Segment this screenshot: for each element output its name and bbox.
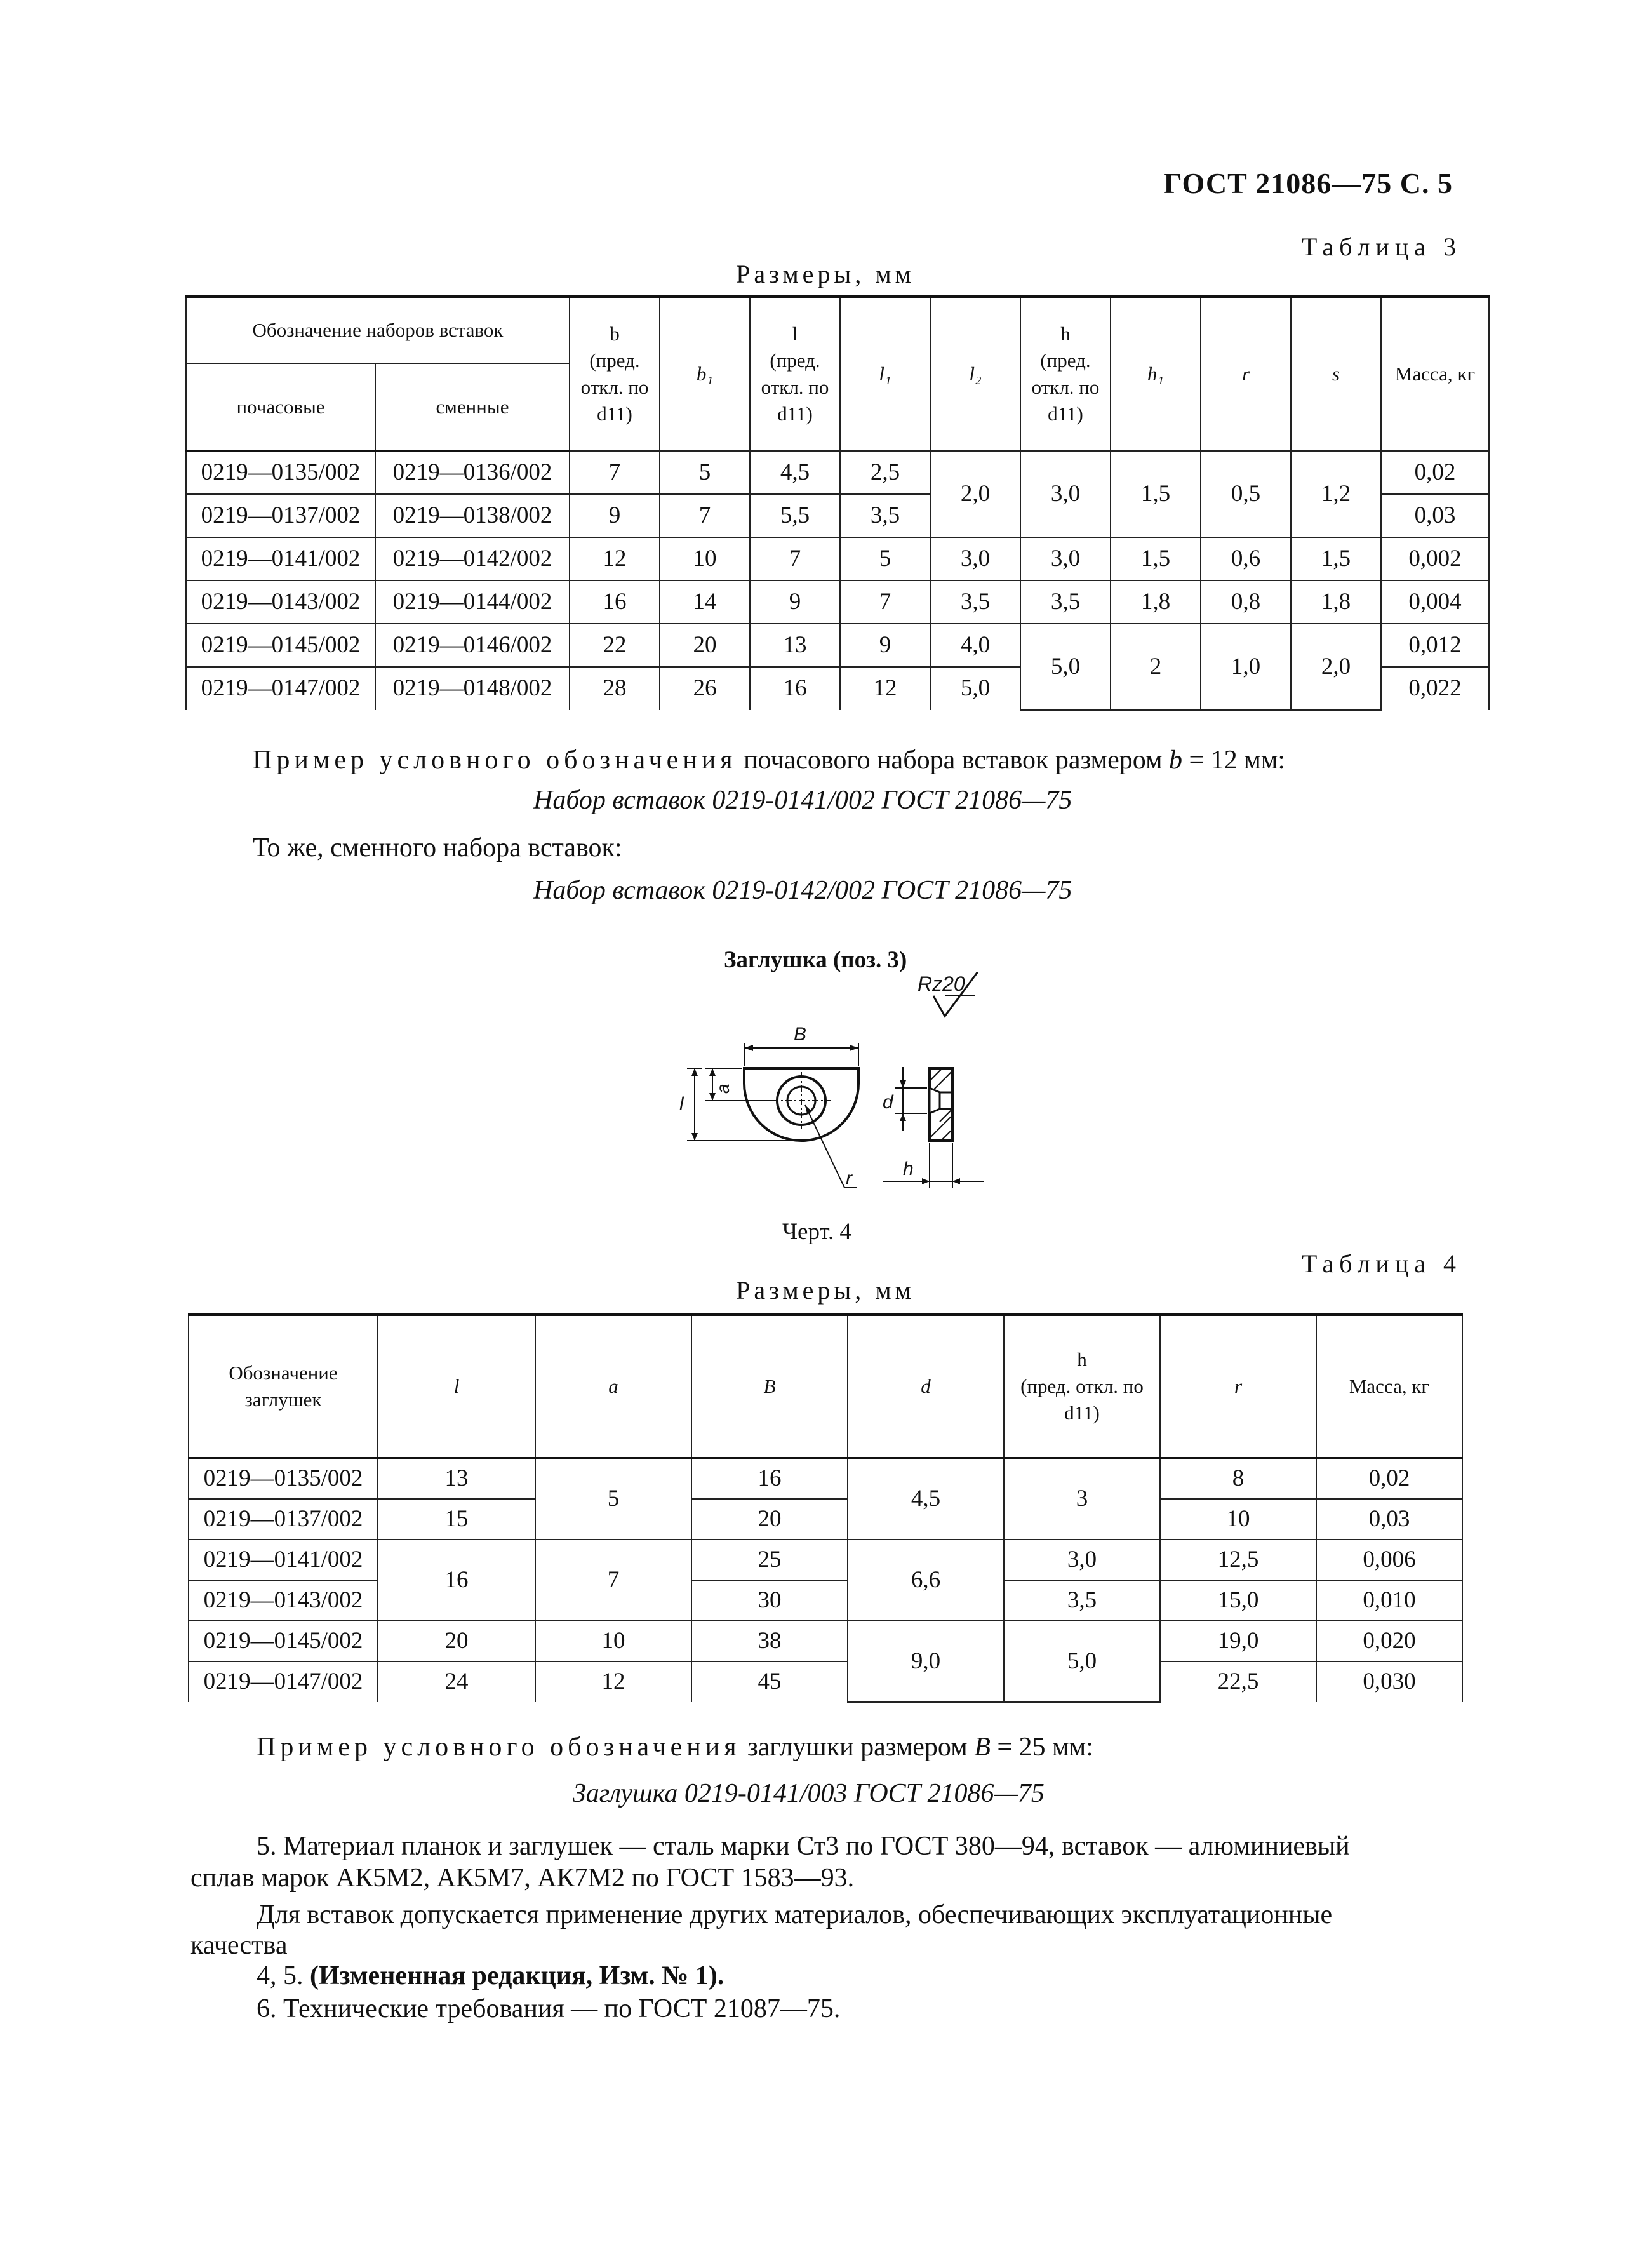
t3-cell: 2,0 bbox=[930, 451, 1020, 537]
t3-cell: 1,8 bbox=[1291, 580, 1381, 624]
table-row bbox=[189, 1499, 1462, 1540]
note-alt-line2: качества bbox=[190, 1931, 288, 1960]
t3-cell: 4,5 bbox=[750, 451, 840, 494]
t3-cell: 16 bbox=[750, 667, 840, 710]
t3-cell: 13 bbox=[750, 624, 840, 667]
dim-h-label: h bbox=[903, 1158, 914, 1179]
t4-cell: 24 bbox=[378, 1661, 535, 1702]
t4-cell: 0,010 bbox=[1316, 1580, 1462, 1621]
t3-head-l: l (пред. откл. по d11) bbox=[750, 297, 840, 451]
t4-cell: 20 bbox=[378, 1621, 535, 1661]
t4-cell: 12 bbox=[535, 1661, 691, 1702]
table4-sizes: Размеры, мм bbox=[736, 1276, 915, 1305]
example2-text: То же, сменного набора вставок: bbox=[253, 833, 622, 862]
t4-cell: 0,02 bbox=[1316, 1458, 1462, 1499]
table3-sizes: Размеры, мм bbox=[736, 260, 915, 288]
radius-r-label: r bbox=[846, 1168, 852, 1189]
t4-head-l: l bbox=[378, 1315, 535, 1458]
t4-head-B: B bbox=[691, 1315, 848, 1458]
t4-cell: 0219—0143/002 bbox=[189, 1580, 378, 1621]
t4-cell: 6,6 bbox=[848, 1540, 1004, 1621]
t3-cell: 0,022 bbox=[1381, 667, 1489, 710]
t4-cell: 16 bbox=[691, 1458, 848, 1499]
t4-cell: 25 bbox=[691, 1540, 848, 1580]
example3-designation: Заглушка 0219-0141/003 ГОСТ 21086—75 bbox=[573, 1779, 1045, 1808]
t4-cell: 45 bbox=[691, 1661, 848, 1702]
drawing-title: Заглушка (поз. 3) bbox=[724, 947, 907, 973]
t4-cell: 13 bbox=[378, 1458, 535, 1499]
t3-cell: 28 bbox=[570, 667, 660, 710]
t3-cell: 3,5 bbox=[840, 494, 930, 537]
t4-cell: 12,5 bbox=[1160, 1540, 1316, 1580]
example1-text: Пример условного обозначения почасового набора вставок размером b = 12 мм: bbox=[253, 746, 1286, 775]
t3-head-r: r bbox=[1201, 297, 1291, 451]
t4-cell: 15 bbox=[378, 1499, 535, 1540]
t3-head-l2: l₂ bbox=[930, 297, 1020, 451]
t3-cell: 0219—0137/002 bbox=[186, 494, 375, 537]
t4-head-h: h (пред. откл. по d11) bbox=[1004, 1315, 1160, 1458]
t4-cell: 22,5 bbox=[1160, 1661, 1316, 1702]
t4-cell: 8 bbox=[1160, 1458, 1316, 1499]
dim-a-label: a bbox=[713, 1084, 733, 1094]
t3-head-b1: b₁ bbox=[660, 297, 750, 451]
t4-cell: 9,0 bbox=[848, 1621, 1004, 1702]
t3-cell: 0,004 bbox=[1381, 580, 1489, 624]
t3-cell: 5 bbox=[840, 537, 930, 580]
t3-head-s: s bbox=[1291, 297, 1381, 451]
t3-cell: 0,6 bbox=[1201, 537, 1291, 580]
drawing-caption: Черт. 4 bbox=[782, 1219, 851, 1245]
t4-cell: 7 bbox=[535, 1540, 691, 1621]
note-6: 6. Технические требования — по ГОСТ 21087—75. bbox=[257, 1994, 841, 2023]
note-5-line2: сплав марок АК5М2, АК5М7, АК7М2 по ГОСТ 1583—93. bbox=[190, 1863, 855, 1893]
t3-cell: 9 bbox=[840, 624, 930, 667]
t3-cell: 0,002 bbox=[1381, 537, 1489, 580]
t4-cell: 5,0 bbox=[1004, 1621, 1160, 1702]
t3-cell: 20 bbox=[660, 624, 750, 667]
t3-cell: 1,5 bbox=[1291, 537, 1381, 580]
t4-cell: 0219—0145/002 bbox=[189, 1621, 378, 1661]
table-row bbox=[189, 1458, 1462, 1499]
t4-head-a: a bbox=[535, 1315, 691, 1458]
t4-cell: 16 bbox=[378, 1540, 535, 1621]
t3-cell: 0219—0142/002 bbox=[375, 537, 570, 580]
t3-cell: 7 bbox=[660, 494, 750, 537]
t3-cell: 0219—0144/002 bbox=[375, 580, 570, 624]
t3-cell: 1,5 bbox=[1111, 537, 1201, 580]
t3-cell: 5 bbox=[660, 451, 750, 494]
t3-head-h1: h₁ bbox=[1111, 297, 1201, 451]
t4-cell: 30 bbox=[691, 1580, 848, 1621]
t3-cell: 0219—0147/002 bbox=[186, 667, 375, 710]
t4-cell: 15,0 bbox=[1160, 1580, 1316, 1621]
t3-cell: 5,5 bbox=[750, 494, 840, 537]
t3-cell: 1,5 bbox=[1111, 451, 1201, 537]
table-row bbox=[186, 624, 1489, 667]
t3-cell: 0,02 bbox=[1381, 451, 1489, 494]
t3-cell: 0,012 bbox=[1381, 624, 1489, 667]
t3-cell: 0219—0141/002 bbox=[186, 537, 375, 580]
table-row bbox=[189, 1540, 1462, 1580]
t4-cell: 10 bbox=[1160, 1499, 1316, 1540]
t3-cell: 0219—0145/002 bbox=[186, 624, 375, 667]
table-row bbox=[186, 451, 1489, 494]
page-header: ГОСТ 21086—75 С. 5 bbox=[1163, 167, 1453, 199]
note-5-line1: 5. Материал планок и заглушек — сталь марки Ст3 по ГОСТ 380—94, вставок — алюминиевый bbox=[257, 1832, 1350, 1861]
t3-head-l1: l₁ bbox=[840, 297, 930, 451]
t4-cell: 0219—0135/002 bbox=[189, 1458, 378, 1499]
t3-cell: 10 bbox=[660, 537, 750, 580]
t4-cell: 5 bbox=[535, 1458, 691, 1540]
t3-head-mass: Масса, кг bbox=[1381, 297, 1489, 451]
t3-cell: 3,0 bbox=[1020, 537, 1111, 580]
t4-cell: 38 bbox=[691, 1621, 848, 1661]
t4-cell: 0219—0147/002 bbox=[189, 1661, 378, 1702]
t3-cell: 0,8 bbox=[1201, 580, 1291, 624]
t4-head-r: r bbox=[1160, 1315, 1316, 1458]
t4-head-mass: Масса, кг bbox=[1316, 1315, 1462, 1458]
table4-label: Таблица 4 bbox=[1301, 1249, 1462, 1278]
t3-cell: 3,5 bbox=[1020, 580, 1111, 624]
t3-cell: 3,0 bbox=[930, 537, 1020, 580]
t3-cell: 1,2 bbox=[1291, 451, 1381, 537]
t3-cell: 7 bbox=[840, 580, 930, 624]
t4-head-d: d bbox=[848, 1315, 1004, 1458]
t3-cell: 9 bbox=[570, 494, 660, 537]
t4-head-designation: Обозначение заглушек bbox=[189, 1315, 378, 1458]
t3-cell: 0,03 bbox=[1381, 494, 1489, 537]
t4-cell: 3,5 bbox=[1004, 1580, 1160, 1621]
t3-cell: 0,5 bbox=[1201, 451, 1291, 537]
t3-cell: 3,0 bbox=[1020, 451, 1111, 537]
t3-cell: 2,0 bbox=[1291, 624, 1381, 710]
t3-cell: 7 bbox=[570, 451, 660, 494]
plug-drawing bbox=[667, 972, 1010, 1213]
roughness-label: Rz20 bbox=[918, 972, 965, 995]
t3-cell: 22 bbox=[570, 624, 660, 667]
t4-cell: 3 bbox=[1004, 1458, 1160, 1540]
example2-designation: Набор вставок 0219-0142/002 ГОСТ 21086—75 bbox=[533, 876, 1072, 905]
t3-cell: 7 bbox=[750, 537, 840, 580]
t3-cell: 9 bbox=[750, 580, 840, 624]
table3 bbox=[185, 295, 1490, 711]
t3-cell: 12 bbox=[840, 667, 930, 710]
t4-cell: 10 bbox=[535, 1621, 691, 1661]
t3-cell: 5,0 bbox=[930, 667, 1020, 710]
table-row bbox=[186, 537, 1489, 580]
dim-d-label: d bbox=[883, 1092, 893, 1113]
t3-cell: 0219—0148/002 bbox=[375, 667, 570, 710]
note-alt-line1: Для вставок допускается применение других материалов, обеспечивающих эксплуатационные bbox=[257, 1900, 1333, 1929]
t4-cell: 20 bbox=[691, 1499, 848, 1540]
t3-cell: 14 bbox=[660, 580, 750, 624]
t3-cell: 2,5 bbox=[840, 451, 930, 494]
t3-cell: 26 bbox=[660, 667, 750, 710]
t4-cell: 0,006 bbox=[1316, 1540, 1462, 1580]
t3-cell: 0219—0138/002 bbox=[375, 494, 570, 537]
note-amendment: 4, 5. (Измененная редакция, Изм. № 1). bbox=[257, 1961, 724, 1990]
t4-cell: 3,0 bbox=[1004, 1540, 1160, 1580]
t3-cell: 0219—0136/002 bbox=[375, 451, 570, 494]
t4-cell: 0,030 bbox=[1316, 1661, 1462, 1702]
t3-cell: 5,0 bbox=[1020, 624, 1111, 710]
dim-B-label: B bbox=[794, 1024, 807, 1045]
t3-cell: 0219—0143/002 bbox=[186, 580, 375, 624]
t3-cell: 12 bbox=[570, 537, 660, 580]
t3-head-hourly: почасовые bbox=[186, 363, 375, 451]
t4-cell: 0,020 bbox=[1316, 1621, 1462, 1661]
t3-cell: 16 bbox=[570, 580, 660, 624]
t3-head-shift: сменные bbox=[375, 363, 570, 451]
t3-cell: 0219—0146/002 bbox=[375, 624, 570, 667]
t3-cell: 1,8 bbox=[1111, 580, 1201, 624]
t3-cell: 4,0 bbox=[930, 624, 1020, 667]
table-row bbox=[186, 580, 1489, 624]
t4-cell: 0219—0137/002 bbox=[189, 1499, 378, 1540]
t3-cell: 3,5 bbox=[930, 580, 1020, 624]
t4-cell: 19,0 bbox=[1160, 1621, 1316, 1661]
t3-head-group: Обозначение наборов вставок bbox=[186, 297, 570, 363]
t3-cell: 2 bbox=[1111, 624, 1201, 710]
example1-designation: Набор вставок 0219-0141/002 ГОСТ 21086—75 bbox=[533, 786, 1072, 815]
t3-head-h: h (пред. откл. по d11) bbox=[1020, 297, 1111, 451]
table4 bbox=[188, 1313, 1463, 1703]
t4-cell: 4,5 bbox=[848, 1458, 1004, 1540]
t3-head-b: b (пред. откл. по d11) bbox=[570, 297, 660, 451]
dim-l-label: l bbox=[679, 1094, 684, 1115]
t3-cell: 1,0 bbox=[1201, 624, 1291, 710]
table-row bbox=[189, 1661, 1462, 1702]
table-row bbox=[189, 1621, 1462, 1661]
example3-text: Пример условного обозначения заглушки размером B = 25 мм: bbox=[257, 1733, 1093, 1762]
t4-cell: 0,03 bbox=[1316, 1499, 1462, 1540]
t3-cell: 0219—0135/002 bbox=[186, 451, 375, 494]
table3-label: Таблица 3 bbox=[1301, 232, 1462, 261]
t4-cell: 0219—0141/002 bbox=[189, 1540, 378, 1580]
